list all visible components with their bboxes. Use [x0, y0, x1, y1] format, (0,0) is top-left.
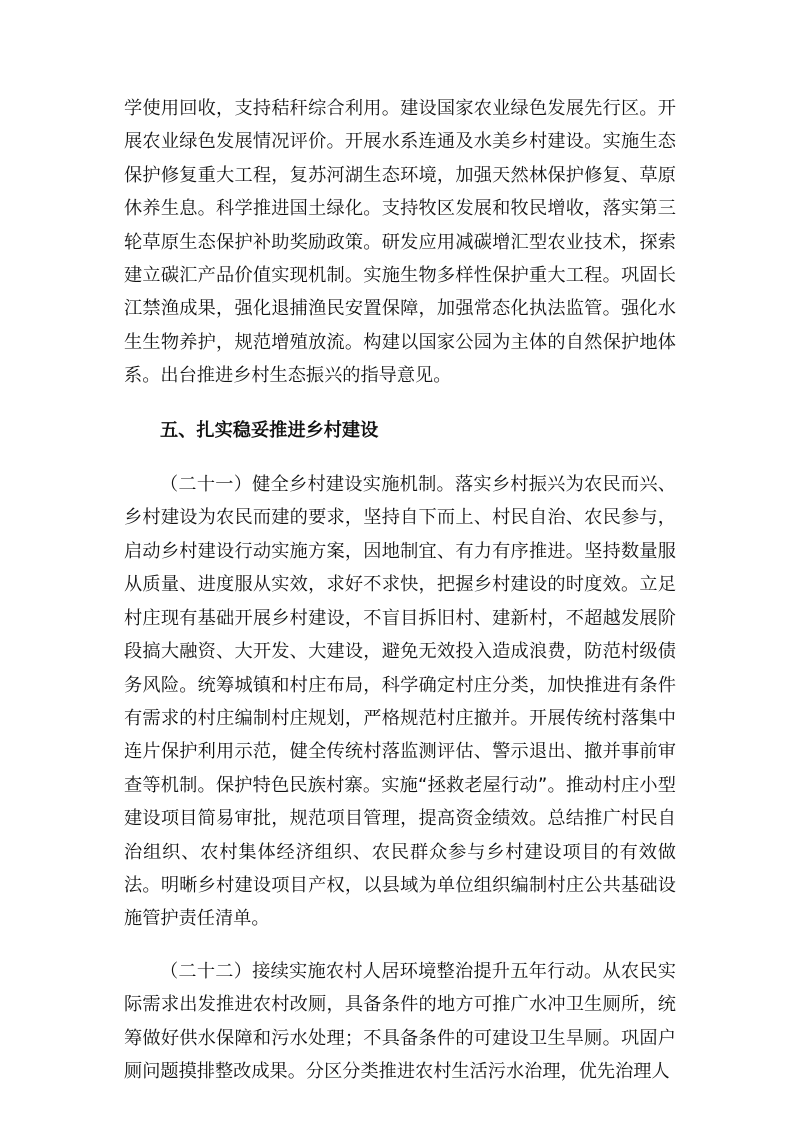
paragraph-item-22: （二十二）接续实施农村人居环境整治提升五年行动。从农民实际需求出发推进农村改厕，具备条件的地方可推广水冲卫生厕所，统筹做好供水保障和污水处理；不具备条件的可建设卫生旱厕。巩固户厕问题摸排整改成果。分区分类推进农村生活污水治理，优先治理人: [124, 960, 676, 1082]
section-heading: 五、扎实稳妥推进乡村建设: [160, 419, 379, 441]
document-body: [124, 92, 676, 1088]
paragraph-item-21: （二十一）健全乡村建设实施机制。落实乡村振兴为农民而兴、乡村建设为农民而建的要求，坚持自下而上、村民自治、农民参与，启动乡村建设行动实施方案，因地制宜、有力有序推进。坚持数量服从质量、进度服从实效，求好不求快，把握乡村建设的时度效。立足村庄现有基础开展乡村建设，不盲目拆旧村、建新村，不超越发展阶段搞大融资、大开发、大建设，避免无效投入造成浪费，防范村级债务风险。统筹城镇和村庄布局，科学确定村庄分类，加快推进有条件有需求的村庄编制村庄规划，严格规范村庄撤并。开展传统村落集中连片保护利用示范，健全传统村落监测评估、警示退出、撤并事前审查等机制。保护特色民族村寨。实施“拯救老屋行动”。推动村庄小型建设项目简易审批，规范项目管理，提高资金绩效。总结推广村民自治组织、农村集体经济组织、农民群众参与乡村建设项目的有效做法。明晰乡村建设项目产权，以县域为单位组织编制村庄公共基础设施管护责任清单。: [124, 474, 676, 930]
paragraph-ecology-continued: 学使用回收，支持秸秆综合利用。建设国家农业绿色发展先行区。开展农业绿色发展情况评价。开展水系连通及水美乡村建设。实施生态保护修复重大工程，复苏河湖生态环境，加强天然林保护修复、草原休养生息。科学推进国土绿化。支持牧区发展和牧民增收，落实第三轮草原生态保护补助奖励政策。研发应用减碳增汇型农业技术，探索建立碳汇产品价值实现机制。实施生物多样性保护重大工程。巩固长江禁渔成果，强化退捕渔民安置保障，加强常态化执法监管。强化水生生物养护，规范增殖放流。构建以国家公园为主体的自然保护地体系。出台推进乡村生态振兴的指导意见。: [124, 98, 676, 387]
